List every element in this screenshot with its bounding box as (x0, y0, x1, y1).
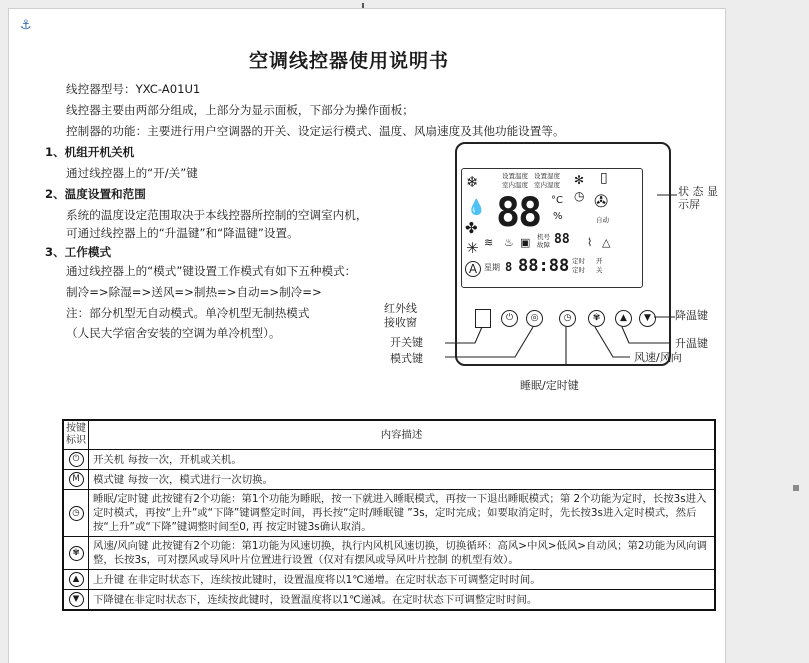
row-text: 睡眠/定时键 此按键有2个功能：第1个功能为睡眠，按一下就进入睡眠模式，再按一下退出睡眠模式；第 2个功能为定时，长按3s进入定时模式，再按“上升”或“下降”键调整定时间，再长按“定时/睡眠键 ”3s，定时完成；如要取消定时，先长按3s进入定时模式，然后按“上升”或“下降”键调整时间至0, 再 按定时键3s确认取消。 (89, 490, 716, 537)
callout-fan-key: 风速/风向 (634, 351, 682, 364)
fan-mode-icon: ✤ (465, 219, 478, 237)
lcd-room-temp: 室内温度 (502, 181, 528, 189)
lcd-timer-off: 定时 (572, 266, 585, 274)
callout-lines (445, 135, 705, 365)
droplet-icon: 💧 (467, 198, 486, 216)
callout-power-key: 开关键 (390, 336, 423, 349)
section-heading: 1、机组开机关机 (45, 145, 135, 159)
row-text: 风速/风向键 此按键有2个功能：第1功能为风速切换，执行内风机风速切换，切换循环：高风>中风>低风>自动风；第2功能为风向调整，长按3s，可对摆风或导风叶片位置进行设置（仅对有摆风或导风叶片控制 的机型有效）。 (89, 537, 716, 570)
anchor-icon[interactable]: ⚓ (20, 18, 32, 33)
document-page (9, 9, 725, 663)
section-heading: 2、温度设置和范围 (45, 187, 146, 201)
controller-diagram (445, 135, 705, 365)
callout-sleep-timer-key: 睡眠/定时键 (520, 379, 579, 392)
lcd-clock: 88:88 (518, 256, 570, 276)
section-line: （人民大学宿舍安装的空调为单冷机型）。 (66, 326, 281, 340)
table-row (63, 590, 715, 611)
callout-ir-receiver: 红外线 接收窗 (384, 302, 417, 329)
flame-icon: ♨ (504, 236, 514, 249)
lcd-machine-digits: 88 (554, 232, 570, 247)
down-button[interactable]: ▼ (639, 310, 656, 327)
lcd-auto-label: 自动 (596, 216, 609, 224)
table-row (63, 537, 715, 570)
lock-icon: ▣ (520, 236, 531, 249)
page-title: 空调线控器使用说明书 (249, 50, 450, 72)
resize-handle-right[interactable] (793, 485, 799, 491)
row-text: 上升键 在非定时状态下，连续按此键时，设置温度将以1℃递增。在定时状态下可调整定时时间。 (89, 570, 716, 590)
gear-icon: ✻ (574, 173, 585, 187)
lcd-timer-on: 定时 (572, 257, 585, 265)
section-line: 通过线控器上的“模式”键设置工作模式有如下五种模式： (66, 264, 357, 278)
sleep-timer-button[interactable]: ◷ (559, 310, 576, 327)
heat-icon: ✳ (466, 239, 479, 257)
down-icon: ▼ (69, 592, 84, 607)
table-row (63, 570, 715, 590)
table-row (63, 450, 715, 470)
section-line: 通过线控器上的“开/关”键 (66, 166, 198, 180)
door-icon: ▯ (600, 170, 608, 186)
mode-icon: M (69, 472, 84, 487)
section-line: 制冷=>除湿=>送风=>制热=>自动=>制冷=> (66, 285, 322, 299)
section-line: 可通过线控器上的“升温键”和“降温键”设置。 (66, 226, 299, 240)
lcd-set-humidity: 设置湿度 (534, 172, 560, 180)
lcd-week-label: 星期 (484, 263, 500, 272)
clock-icon: ◷ (69, 506, 84, 521)
parts-line: 线控器主要由两部分组成，上部分为显示面板，下部分为操作面板； (66, 103, 414, 117)
lcd-room-humidity: 室内湿度 (534, 181, 560, 189)
vane-icon: ⌇ (587, 236, 593, 249)
row-text: 模式键 每按一次，模式进行一次切换。 (89, 470, 716, 490)
lcd-fault-label: 故障 (537, 241, 550, 249)
function-line: 控制器的功能：主要进行用户空调器的开关、设定运行模式、温度、风扇速度及其他功能设置等。 (66, 124, 565, 138)
row-text: 下降键在非定时状态下，连续按此键时，设置温度将以1℃递减。在定时状态下可调整定时时间。 (89, 590, 716, 611)
lcd-on-label: 开 (596, 257, 603, 265)
header-description: 内容描述 (89, 420, 716, 450)
header-key: 按键 标识 (63, 420, 89, 450)
bell-icon: △ (602, 236, 611, 249)
mode-button[interactable]: ◎ (526, 310, 543, 327)
callout-down-key: 降温键 (675, 309, 708, 322)
auto-mode-icon: A (465, 261, 481, 277)
power-button[interactable]: ⏻ (501, 310, 518, 327)
lcd-off-label: 关 (596, 266, 603, 274)
snowflake-icon: ❄ (466, 173, 479, 191)
lcd-big-digits: 88 (496, 190, 541, 236)
up-button[interactable]: ▲ (615, 310, 632, 327)
power-icon: ⏻ (69, 452, 84, 467)
clock-status-icon: ◷ (574, 189, 585, 203)
section-heading: 3、工作模式 (45, 245, 112, 259)
fan-icon: ✾ (69, 546, 84, 561)
lcd-week-digit: 8 (505, 260, 513, 274)
section-line: 系统的温度设定范围取决于本线控器所控制的空调室内机， (66, 208, 368, 222)
table-row (63, 470, 715, 490)
callout-mode-key: 模式键 (390, 352, 423, 365)
fan-button[interactable]: ✾ (588, 310, 605, 327)
callout-up-key: 升温键 (675, 337, 708, 350)
row-text: 开关机 每按一次，开机或关机。 (89, 450, 716, 470)
table-row (63, 490, 715, 537)
model-line: 线控器型号：YXC-A01U1 (66, 82, 201, 96)
lcd-machine-label: 机号 (537, 233, 550, 241)
lcd-unit-c: °C (551, 195, 563, 206)
section-line: 注：部分机型无自动模式。单冷机型无制热模式 (66, 306, 310, 320)
lcd-set-temp: 设置温度 (502, 172, 528, 180)
fan-speed-icon: ✇ (594, 192, 609, 212)
lcd-unit-percent: % (553, 211, 563, 222)
swing-icon: ≋ (484, 236, 494, 249)
key-description-table (62, 419, 716, 611)
up-icon: ▲ (69, 572, 84, 587)
table-header-row (63, 420, 715, 450)
callout-status-display: 状 态 显 示屏 (678, 185, 718, 211)
